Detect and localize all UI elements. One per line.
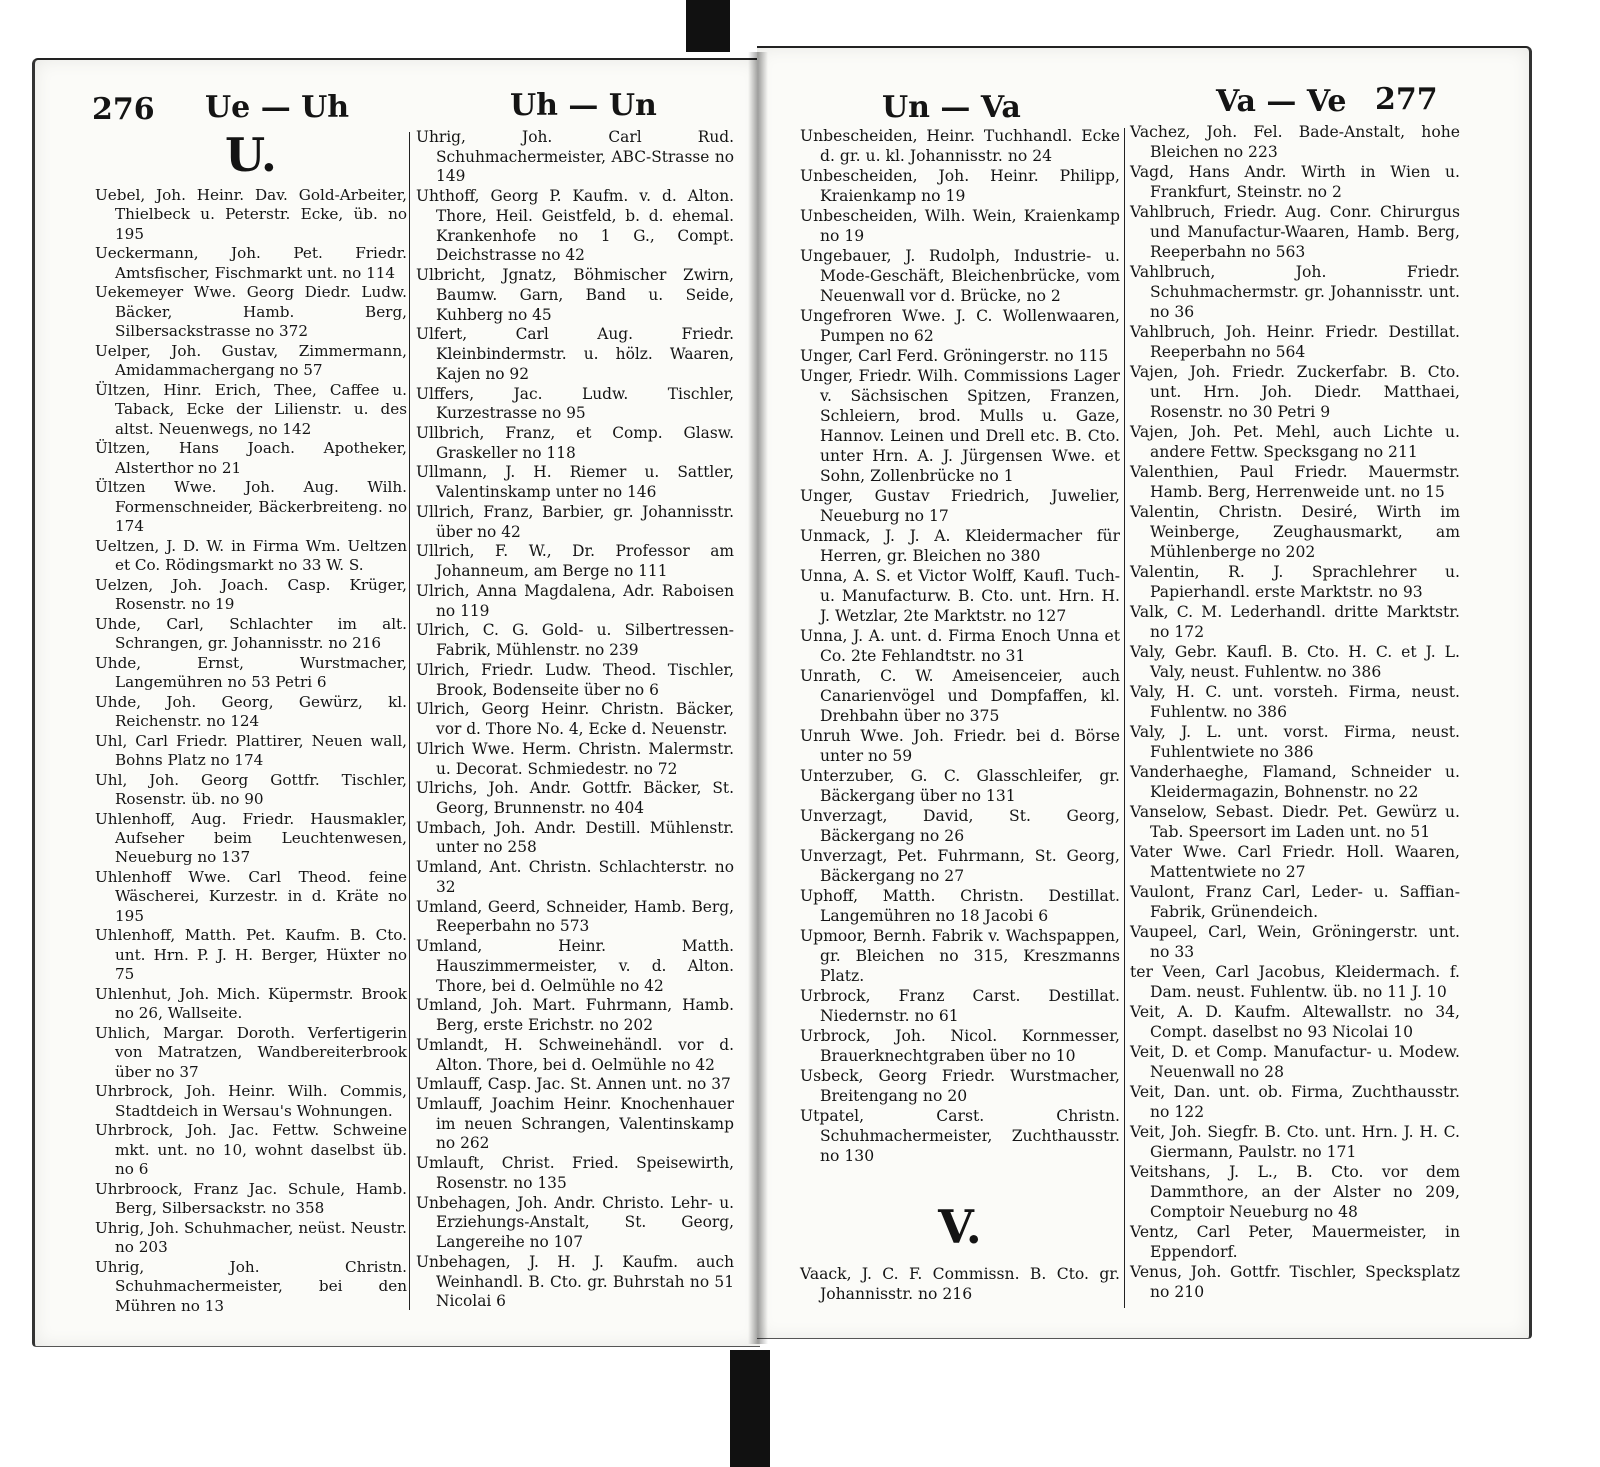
directory-entry: Veit, Dan. unt. ob. Firma, Zuchthausstr. no 122 xyxy=(1130,1083,1460,1121)
directory-entry: Vagd, Hans Andr. Wirth in Wien u. Frankfurt, Steinstr. no 2 xyxy=(1130,163,1460,201)
left-column-1-entries xyxy=(95,186,407,1316)
directory-entry: Uphoff, Matth. Christn. Destillat. Langemühren no 18 Jacobi 6 xyxy=(800,887,1120,925)
directory-entry: Unbescheiden, Heinr. Tuchhandl. Ecke d. gr. u. kl. Johannisstr. no 24 xyxy=(800,127,1120,165)
directory-entry: Ültzen, Hans Joach. Apotheker, Alsterthor no 21 xyxy=(95,439,407,477)
directory-entry: Ullmann, J. H. Riemer u. Sattler, Valentinskamp unter no 146 xyxy=(416,463,734,502)
directory-entry: Uelper, Joh. Gustav, Zimmermann, Amidammachergang no 57 xyxy=(95,341,407,380)
directory-entry: Uhlenhoff, Matth. Pet. Kaufm. B. Cto. unt. Hrn. P. J. H. Berger, Hüxter no 75 xyxy=(95,926,407,984)
section-letter-u: U. xyxy=(225,128,277,182)
directory-entry: Vaupeel, Carl, Wein, Gröningerstr. unt. no 33 xyxy=(1130,923,1460,961)
directory-entry: Umland, Ant. Christn. Schlachterstr. no 32 xyxy=(416,858,734,896)
directory-entry: Ulrich Wwe. Herm. Christn. Malermstr. u. Decorat. Schmiedestr. no 72 xyxy=(416,739,734,778)
directory-entry: Unbescheiden, Wilh. Wein, Kraienkamp no 19 xyxy=(800,207,1120,245)
directory-entry: Vajen, Joh. Pet. Mehl, auch Lichte u. andere Fettw. Specksgang no 211 xyxy=(1130,423,1460,461)
directory-entry: Valenthien, Paul Friedr. Mauermstr. Hamb. Berg, Herrenweide unt. no 15 xyxy=(1130,463,1460,501)
directory-entry: Upmoor, Bernh. Fabrik v. Wachspappen, gr. Bleichen no 315, Kreszmanns Platz. xyxy=(800,927,1120,985)
binder-strap-top xyxy=(686,0,730,52)
directory-entry: Vater Wwe. Carl Friedr. Holl. Waaren, Mattentwiete no 27 xyxy=(1130,843,1460,881)
directory-entry: Ventz, Carl Peter, Mauermeister, in Eppendorf. xyxy=(1130,1223,1460,1261)
directory-entry: Uhde, Joh. Georg, Gewürz, kl. Reichenstr. no 124 xyxy=(95,692,407,731)
directory-entry: Ueltzen, J. D. W. in Firma Wm. Ueltzen et Co. Rödingsmarkt no 33 W. S. xyxy=(95,536,407,575)
left-running-head-left: Ue — Uh xyxy=(205,90,350,125)
directory-entry: Uhde, Carl, Schlachter im alt. Schrangen, gr. Johannisstr. no 216 xyxy=(95,614,407,653)
directory-entry: Uhde, Ernst, Wurstmacher, Langemühren no 53 Petri 6 xyxy=(95,653,407,692)
directory-entry: Ulbricht, Jgnatz, Böhmischer Zwirn, Baumw. Garn, Band u. Seide, Kuhberg no 45 xyxy=(416,266,734,324)
left-column-2 xyxy=(416,128,734,1312)
right-column-1-v-entries xyxy=(800,1264,1120,1304)
directory-entry: ter Veen, Carl Jacobus, Kleidermach. f. Dam. neust. Fuhlentw. üb. no 11 J. 10 xyxy=(1130,963,1460,1001)
directory-entry: Uhrbroock, Franz Jac. Schule, Hamb. Berg, Silbersackstr. no 358 xyxy=(95,1179,407,1218)
directory-entry: Veit, D. et Comp. Manufactur- u. Modew. Neuenwall no 28 xyxy=(1130,1043,1460,1081)
directory-entry: Valy, H. C. unt. vorsteh. Firma, neust. Fuhlentw. no 386 xyxy=(1130,683,1460,721)
right-column-2 xyxy=(1130,122,1460,1302)
directory-entry: Vahlbruch, Joh. Friedr. Schuhmachermstr. gr. Johannisstr. unt. no 36 xyxy=(1130,263,1460,321)
column-rule-right xyxy=(1124,128,1125,1308)
directory-entry: Ueckermann, Joh. Pet. Friedr. Amtsfischer, Fischmarkt unt. no 114 xyxy=(95,244,407,282)
directory-entry: Uhlenhoff, Aug. Friedr. Hausmakler, Aufseher beim Leuchtenwesen, Neueburg no 137 xyxy=(95,809,407,867)
right-page-number: 277 xyxy=(1375,82,1438,117)
directory-entry: Ulrich, Friedr. Ludw. Theod. Tischler, Brook, Bodenseite über no 6 xyxy=(416,660,734,699)
directory-entry: Uhlenhoff Wwe. Carl Theod. feine Wäscherei, Kurzestr. in d. Kräte no 195 xyxy=(95,867,407,925)
directory-entry: Valentin, R. J. Sprachlehrer u. Papierhandl. erste Marktstr. no 93 xyxy=(1130,563,1460,601)
directory-entry: Uhl, Joh. Georg Gottfr. Tischler, Rosenstr. üb. no 90 xyxy=(95,770,407,809)
directory-entry: Uhthoff, Georg P. Kaufm. v. d. Alton. Thore, Heil. Geistfeld, b. d. ehemal. Krankenhofe no 1 G., Compt. Deichstrasse no 42 xyxy=(416,187,734,265)
directory-entry: Ulrichs, Joh. Andr. Gottfr. Bäcker, St. Georg, Brunnenstr. no 404 xyxy=(416,779,734,817)
directory-entry: Unna, A. S. et Victor Wolff, Kaufl. Tuch- u. Manufacturw. B. Cto. unt. Hrn. H. J. Wetzlar, 2te Marktstr. no 127 xyxy=(800,567,1120,625)
directory-entry: Vanselow, Sebast. Diedr. Pet. Gewürz u. Tab. Speersort im Laden unt. no 51 xyxy=(1130,803,1460,841)
directory-entry: Ulrich, Anna Magdalena, Adr. Raboisen no 119 xyxy=(416,581,734,620)
left-column-2-entries xyxy=(416,128,734,1312)
directory-entry: Ullrich, Franz, Barbier, gr. Johannisstr. über no 42 xyxy=(416,502,734,541)
directory-entry: Urbrock, Joh. Nicol. Kornmesser, Brauerknechtgraben über no 10 xyxy=(800,1027,1120,1065)
right-running-head-right: Va — Ve xyxy=(1216,84,1347,119)
directory-entry: Utpatel, Carst. Christn. Schuhmachermeister, Zuchthausstr. no 130 xyxy=(800,1107,1120,1165)
book-gutter xyxy=(748,52,768,1344)
directory-entry: Uhrbrock, Joh. Heinr. Wilh. Commis, Stadtdeich in Wersau's Wohnungen. xyxy=(95,1082,407,1120)
directory-entry: Unmack, J. J. A. Kleidermacher für Herren, gr. Bleichen no 380 xyxy=(800,527,1120,565)
directory-entry: Vajen, Joh. Friedr. Zuckerfabr. B. Cto. unt. Hrn. Joh. Diedr. Matthaei, Rosenstr. no 30 Petri 9 xyxy=(1130,363,1460,421)
directory-entry: Unbehagen, Joh. Andr. Christo. Lehr- u. Erziehungs-Anstalt, St. Georg, Langereihe no 107 xyxy=(416,1193,734,1252)
directory-entry: Urbrock, Franz Carst. Destillat. Niedernstr. no 61 xyxy=(800,987,1120,1025)
directory-entry: Vahlbruch, Friedr. Aug. Conr. Chirurgus und Manufactur-Waaren, Hamb. Berg, Reeperbahn no 563 xyxy=(1130,203,1460,261)
directory-entry: Ullbrich, Franz, et Comp. Glasw. Graskeller no 118 xyxy=(416,424,734,462)
directory-entry: Valentin, Christn. Desiré, Wirth im Weinberge, Zeughausmarkt, am Mühlenberge no 202 xyxy=(1130,503,1460,561)
directory-entry: Ulffers, Jac. Ludw. Tischler, Kurzestrasse no 95 xyxy=(416,384,734,423)
directory-entry: Umlauft, Christ. Fried. Speisewirth, Rosenstr. no 135 xyxy=(416,1154,734,1192)
directory-entry: Unbescheiden, Joh. Heinr. Philipp, Kraienkamp no 19 xyxy=(800,167,1120,205)
directory-entry: Veit, Joh. Siegfr. B. Cto. unt. Hrn. J. H. C. Giermann, Paulstr. no 171 xyxy=(1130,1123,1460,1161)
directory-entry: Uelzen, Joh. Joach. Casp. Krüger, Rosenstr. no 19 xyxy=(95,575,407,614)
directory-entry: Ültzen Wwe. Joh. Aug. Wilh. Formenschneider, Bäckerbreiteng. no 174 xyxy=(95,478,407,536)
directory-entry: Unger, Gustav Friedrich, Juwelier, Neueburg no 17 xyxy=(800,487,1120,525)
directory-entry: Uhrbrock, Joh. Jac. Fettw. Schweine mkt. unt. no 10, wohnt daselbst üb. no 6 xyxy=(95,1121,407,1179)
directory-entry: Uhrig, Joh. Schuhmacher, neüst. Neustr. no 203 xyxy=(95,1218,407,1257)
directory-entry: Ulrich, Georg Heinr. Christn. Bäcker, vor d. Thore No. 4, Ecke d. Neuenstr. xyxy=(416,700,734,739)
directory-entry: Venus, Joh. Gottfr. Tischler, Specksplatz no 210 xyxy=(1130,1263,1460,1301)
directory-entry: Unterzuber, G. C. Glasschleifer, gr. Bäckergang über no 131 xyxy=(800,767,1120,805)
directory-entry: Unruh Wwe. Joh. Friedr. bei d. Börse unter no 59 xyxy=(800,727,1120,765)
directory-entry: Vachez, Joh. Fel. Bade-Anstalt, hohe Bleichen no 223 xyxy=(1130,123,1460,161)
binder-strap-bottom xyxy=(730,1350,770,1467)
directory-entry: Ulfert, Carl Aug. Friedr. Kleinbindermstr. u. hölz. Waaren, Kajen no 92 xyxy=(416,325,734,383)
directory-entry: Uekemeyer Wwe. Georg Diedr. Ludw. Bäcker, Hamb. Berg, Silbersackstrasse no 372 xyxy=(95,283,407,341)
directory-entry: Uhrig, Joh. Carl Rud. Schuhmachermeister, ABC-Strasse no 149 xyxy=(416,128,734,186)
directory-entry: Veitshans, J. L., B. Cto. vor dem Dammthore, an der Alster no 209, Comptoir Neueburg no 48 xyxy=(1130,1163,1460,1221)
column-rule-left xyxy=(409,132,410,1310)
directory-entry: Uebel, Joh. Heinr. Dav. Gold-Arbeiter, Thielbeck u. Peterstr. Ecke, üb. no 195 xyxy=(95,186,407,243)
directory-entry: Veit, A. D. Kaufm. Altewallstr. no 34, Compt. daselbst no 93 Nicolai 10 xyxy=(1130,1003,1460,1041)
right-running-head-left: Un — Va xyxy=(882,90,1021,125)
directory-entry: Umlandt, H. Schweinehändl. vor d. Alton. Thore, bei d. Oelmühle no 42 xyxy=(416,1035,734,1074)
section-letter-v: V. xyxy=(938,1200,982,1254)
right-column-2-entries xyxy=(1130,122,1460,1302)
directory-entry: Ungebauer, J. Rudolph, Industrie- u. Mode-Geschäft, Bleichenbrücke, vom Neuenwall vor d. Brücke, no 2 xyxy=(800,247,1120,305)
directory-entry: Unger, Carl Ferd. Gröningerstr. no 115 xyxy=(800,347,1109,365)
directory-entry: Unna, J. A. unt. d. Firma Enoch Unna et Co. 2te Fehlandtstr. no 31 xyxy=(800,627,1120,665)
directory-entry: Valy, Gebr. Kaufl. B. Cto. H. C. et J. L. Valy, neust. Fuhlentw. no 386 xyxy=(1130,643,1460,681)
directory-entry: Unbehagen, J. H. J. Kaufm. auch Weinhandl. B. Cto. gr. Buhrstah no 51 Nicolai 6 xyxy=(416,1252,734,1311)
directory-entry: Uhlich, Margar. Doroth. Verfertigerin von Matratzen, Wandbereiterbrook über no 37 xyxy=(95,1023,407,1081)
right-column-1-entries xyxy=(800,126,1120,1166)
directory-entry: Unrath, C. W. Ameisenceier, auch Canarienvögel und Dompfaffen, kl. Drehbahn über no 375 xyxy=(800,667,1120,725)
directory-entry: Umland, Heinr. Matth. Hauszimmermeister, v. d. Alton. Thore, bei d. Oelmühle no 42 xyxy=(416,937,734,995)
directory-entry: Uhlenhut, Joh. Mich. Küpermstr. Brook no 26, Wallseite. xyxy=(95,984,407,1023)
directory-entry: Valk, C. M. Lederhandl. dritte Marktstr. no 172 xyxy=(1130,603,1460,641)
left-page-number: 276 xyxy=(92,92,155,127)
directory-entry: Vanderhaeghe, Flamand, Schneider u. Kleidermagazin, Bohnenstr. no 22 xyxy=(1130,763,1460,801)
directory-entry: Uhl, Carl Friedr. Plattirer, Neuen wall, Bohns Platz no 174 xyxy=(95,731,407,770)
left-running-head-right: Uh — Un xyxy=(510,88,657,123)
directory-entry: Umland, Joh. Mart. Fuhrmann, Hamb. Berg, erste Erichstr. no 202 xyxy=(416,996,734,1035)
directory-entry: Ungefroren Wwe. J. C. Wollenwaaren, Pumpen no 62 xyxy=(800,307,1120,345)
directory-entry: Vahlbruch, Joh. Heinr. Friedr. Destillat. Reeperbahn no 564 xyxy=(1130,323,1460,361)
directory-entry: Usbeck, Georg Friedr. Wurstmacher, Breitengang no 20 xyxy=(800,1067,1120,1105)
directory-entry: Unverzagt, David, St. Georg, Bäckergang no 26 xyxy=(800,807,1120,845)
directory-entry: Vaulont, Franz Carl, Leder- u. Saffian-Fabrik, Grünendeich. xyxy=(1130,883,1460,921)
directory-entry: Umlauff, Joachim Heinr. Knochenhauer im neuen Schrangen, Valentinskamp no 262 xyxy=(416,1094,734,1153)
directory-entry: Ültzen, Hinr. Erich, Thee, Caffee u. Taback, Ecke der Lilienstr. u. des altst. Neuenwegs, no 142 xyxy=(95,380,407,438)
directory-entry: Valy, J. L. unt. vorst. Firma, neust. Fuhlentwiete no 386 xyxy=(1130,723,1460,761)
directory-entry: Unverzagt, Pet. Fuhrmann, St. Georg, Bäckergang no 27 xyxy=(800,847,1120,885)
left-column-1 xyxy=(95,128,407,1316)
directory-entry: Vaack, J. C. F. Commissn. B. Cto. gr. Johannisstr. no 216 xyxy=(800,1265,1120,1303)
directory-entry: Unger, Friedr. Wilh. Commissions Lager v. Sächsischen Spitzen, Franzen, Schleiern, brod. Mulls u. Gaze, Hannov. Leinen und Drell etc. B. Cto. unter Hrn. A. J. Jürgensen Wwe. et Sohn, Zollenbrücke no 1 xyxy=(800,367,1120,485)
directory-entry: Ulrich, C. G. Gold- u. Silbertressen-Fabrik, Mühlenstr. no 239 xyxy=(416,621,734,660)
right-column-1 xyxy=(800,126,1120,1304)
directory-entry: Umlauff, Casp. Jac. St. Annen unt. no 37 xyxy=(416,1075,731,1094)
directory-entry: Uhrig, Joh. Christn. Schuhmachermeister, bei den Mühren no 13 xyxy=(95,1257,407,1315)
directory-entry: Umland, Geerd, Schneider, Hamb. Berg, Reeperbahn no 573 xyxy=(416,897,734,936)
directory-entry: Umbach, Joh. Andr. Destill. Mühlenstr. unter no 258 xyxy=(416,818,734,857)
directory-entry: Ullrich, F. W., Dr. Professor am Johanneum, am Berge no 111 xyxy=(416,542,734,581)
